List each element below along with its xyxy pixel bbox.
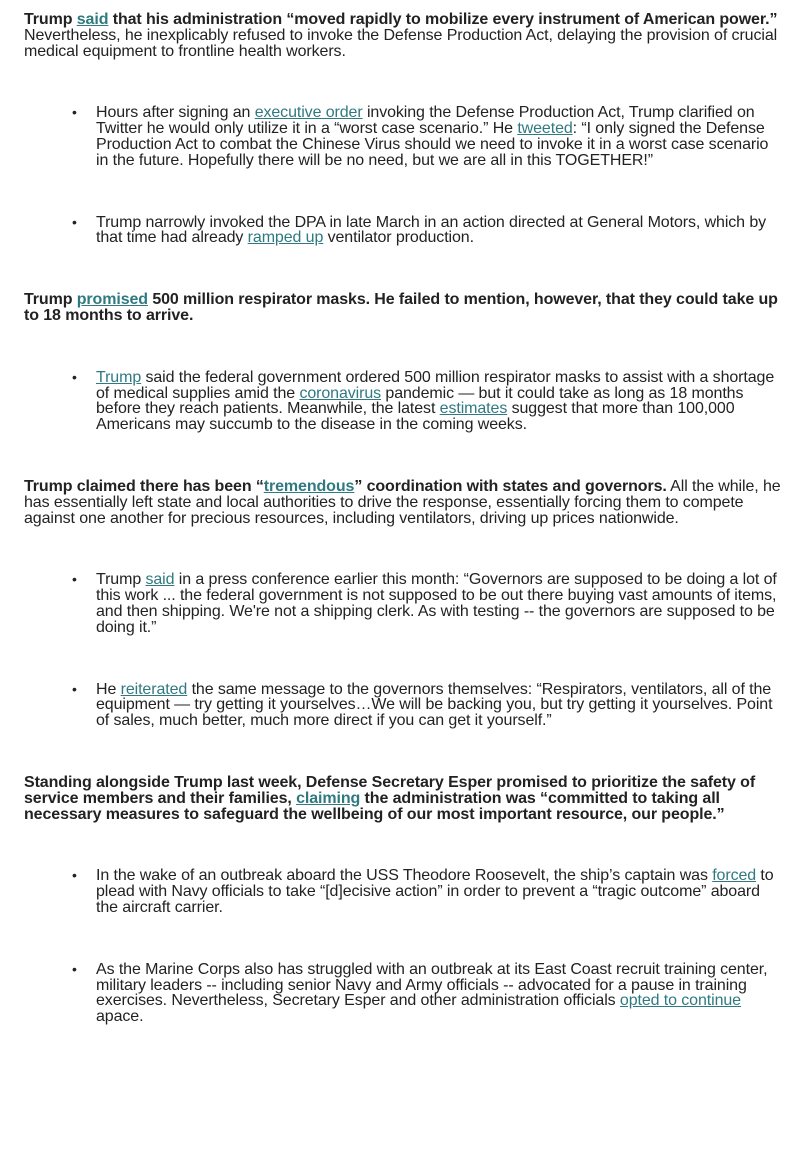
said-press-conference-link[interactable]: said [145,571,175,589]
section-1-body: Nevertheless, he inexplicably refused to invoke the Defense Production Act, delaying the provision of crucial medical equipment to frontline health workers. [24,26,778,60]
trump-link[interactable]: Trump [96,368,142,386]
section-2-heading: Trump promised 500 million respirator masks. He failed to mention, however, that they could take up to 18 months to arrive. [24,291,778,324]
list-item: • Trump said the federal government ordered 500 million respirator masks to assist with a shortage of medical supplies amid the coronavirus pandemic — but it could take as long as 18 months before they reach patients. Meanwhile, the latest estimates suggest that more than 100,000 Americans may succumb to the disease in the coming weeks. [72,368,775,434]
section-3-bullets [24,572,784,729]
section-1-paragraph [24,12,784,59]
bullet-icon: • [72,104,77,121]
bullet-icon: • [72,213,77,230]
section-1-heading: Trump said that his administration “moved rapidly to mobilize every instrument of American power.” [24,11,778,28]
tweeted-link[interactable]: tweeted [517,120,573,138]
list-item: • As the Marine Corps also has struggled with an outbreak at its East Coast recruit training center, military leaders -- including senior Navy and Army officials -- advocated for a pause in training exercises. Nevertheless, Secretary Esper and other administration officials opted to continue apace. [72,960,768,1026]
executive-order-link[interactable]: executive order [254,104,363,122]
claiming-link[interactable]: claiming [296,789,361,807]
estimates-link[interactable]: estimates [439,400,508,418]
bullet-icon: • [72,571,77,588]
said-link[interactable]: said [76,11,109,28]
opted-to-continue-link[interactable]: opted to continue [619,992,741,1010]
bullet-icon: • [72,867,77,884]
bullet-icon: • [72,680,77,697]
document-body [24,12,784,1025]
forced-link[interactable]: forced [712,867,757,885]
list-item: • Trump narrowly invoked the DPA in late March in an action directed at General Motors, which by that time had already ramped up ventilator production. [72,213,767,247]
list-item: • He reiterated the same message to the governors themselves: “Respirators, ventilators, all of the equipment — try getting it yourselves…We will be backing you, but try getting it yourselves. Point of sales, much better, much more direct if you can get it yourself.” [72,680,773,730]
reiterated-link[interactable]: reiterated [120,680,188,698]
section-2-bullets [24,370,784,433]
coronavirus-link[interactable]: coronavirus [299,384,382,402]
list-item: • Trump said in a press conference earlier this month: “Governors are supposed to be doing a lot of this work ... the federal government is not supposed to be out there buying vast amounts of items, and then shipping. We're not a shipping clerk. As with testing -- the governors are supposed to be doing it.” [72,571,777,636]
promised-link[interactable]: promised [76,291,148,309]
section-4-heading: Standing alongside Trump last week, Defense Secretary Esper promised to prioritize the safety of service members and their families, claiming the administration was “committed to taking all necessary measures to safeguard the wellbeing of our most important resource, our people.” [24,773,756,823]
bullet-icon: • [72,960,77,977]
section-3-paragraph [24,479,784,526]
bullet-icon: • [72,368,77,385]
section-3-body: All the while, he has essentially left state and local authorities to drive the response, essentially forcing them to compete against one another for precious resources, including ventilators, driving up prices nationwide. [24,477,781,527]
section-3-heading: Trump claimed there has been “tremendous” coordination with states and governors. [24,477,667,495]
section-4-bullets [24,868,784,1025]
tremendous-link[interactable]: tremendous [263,477,355,495]
ramped-up-link[interactable]: ramped up [247,229,324,247]
list-item: • Hours after signing an executive order invoking the Defense Production Act, Trump clarified on Twitter he would only utilize it in a “worst case scenario.” He tweeted: “I only signed the Defense Production Act to combat the Chinese Virus should we need to invoke it in a worst case scenario in the future. Hopefully there will be no need, but we are all in this TOGETHER!” [72,104,769,169]
list-item: • In the wake of an outbreak aboard the USS Theodore Roosevelt, the ship’s captain was forced to plead with Navy officials to take “[d]ecisive action” in order to prevent a “tragic outcome” aboard the aircraft carrier. [72,867,774,916]
section-1-bullets [24,105,784,246]
